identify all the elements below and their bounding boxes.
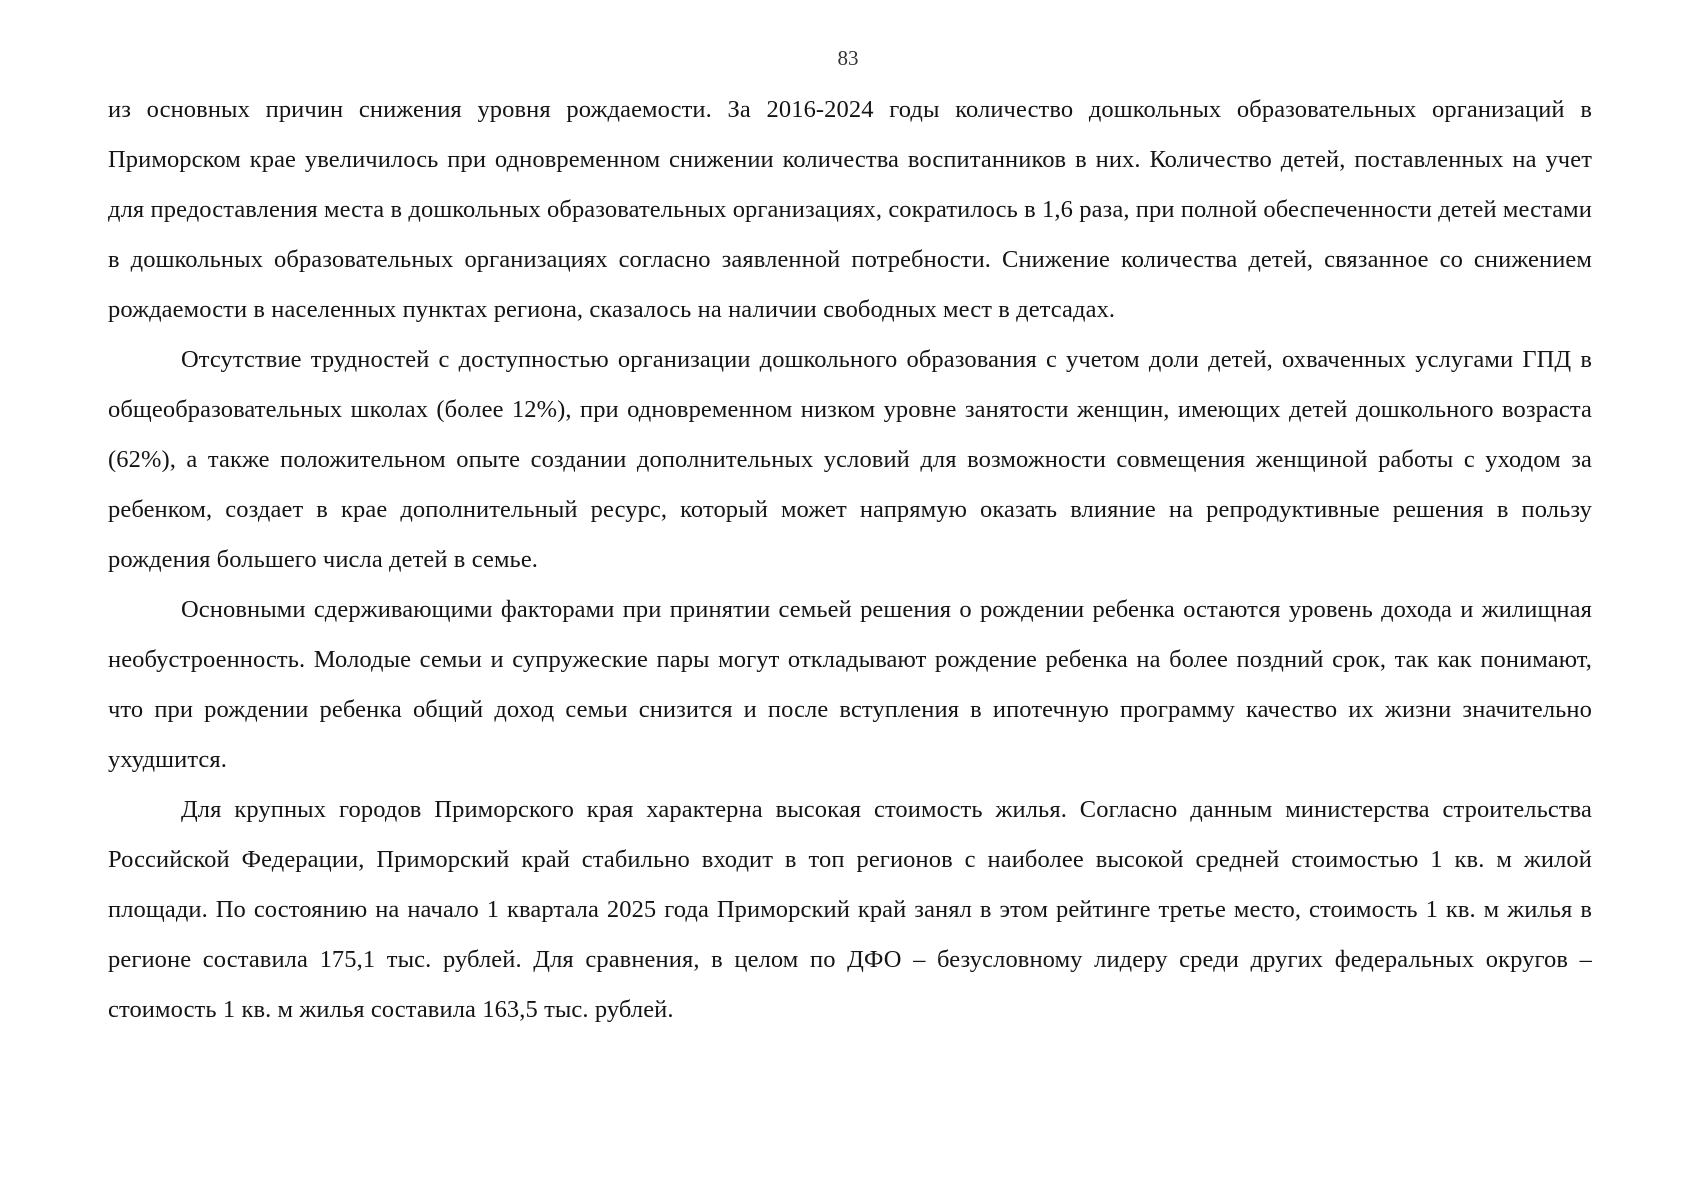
paragraph-birth-rate-preschools: из основных причин снижения уровня рождаемости. За 2016-2024 годы количество дошкольных образовательных организаций в Приморском крае увеличилось при одновременном снижении количества воспитанников в них. Количество детей, поставленных на учет для предоставления места в дошкольных образовательных организациях, сократилось в 1,6 раза, при полной обеспеченности детей местами в дошкольных образовательных организациях согласно заявленной потребности. Снижение количества детей, связанное со снижением рождаемости в населенных пунктах региона, сказалось на наличии свободных мест в детсадах. bbox=[108, 96, 1592, 323]
document-body bbox=[108, 85, 1592, 1035]
page-number: 83 bbox=[837, 46, 859, 70]
paragraph-preschool-accessibility: Отсутствие трудностей с доступностью организации дошкольного образования с учетом доли детей, охваченных услугами ГПД в общеобразовательных школах (более 12%), при одновременном низком уровне занятости женщин, имеющих детей дошкольного возраста (62%), а также положительном опыте создании дополнительных условий для возможности совмещения женщиной работы с уходом за ребенком, создает в крае дополнительный ресурс, который может напрямую оказать влияние на репродуктивные решения в пользу рождения большего числа детей в семье. bbox=[108, 346, 1592, 573]
paragraph-constraining-factors: Основными сдерживающими факторами при принятии семьей решения о рождении ребенка остаются уровень дохода и жилищная необустроенность. Молодые семьи и супружеские пары могут откладывают рождение ребенка на более поздний срок, так как понимают, что при рождении ребенка общий доход семьи снизится и после вступления в ипотечную программу качество их жизни значительно ухудшится. bbox=[108, 596, 1592, 773]
paragraph-housing-cost: Для крупных городов Приморского края характерна высокая стоимость жилья. Согласно данным министерства строительства Российской Федерации, Приморский край стабильно входит в топ регионов с наиболее высокой средней стоимостью 1 кв. м жилой площади. По состоянию на начало 1 квартала 2025 года Приморский край занял в этом рейтинге третье место, стоимость 1 кв. м жилья в регионе составила 175,1 тыс. рублей. Для сравнения, в целом по ДФО – безусловному лидеру среди других федеральных округов – стоимость 1 кв. м жилья составила 163,5 тыс. рублей. bbox=[108, 796, 1592, 1023]
